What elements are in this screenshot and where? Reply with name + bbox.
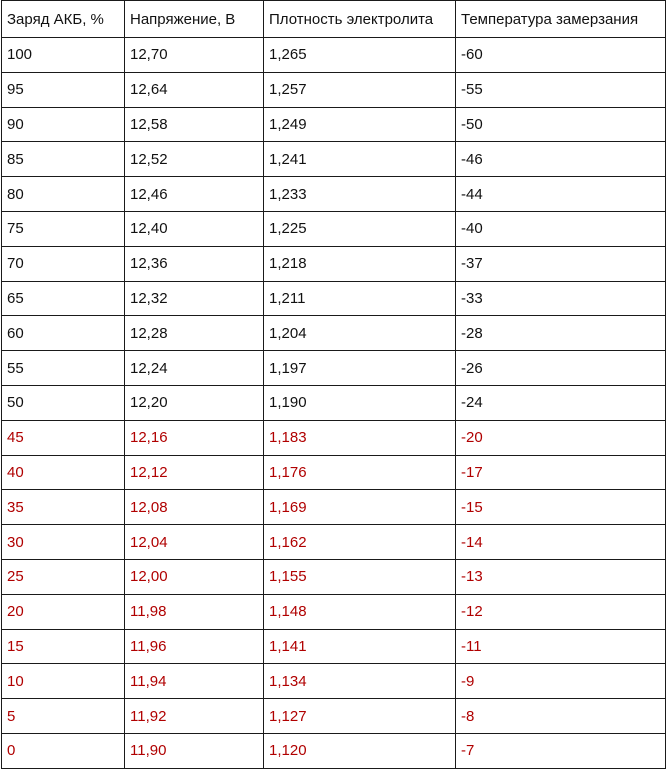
- cell-density: 1,257: [264, 72, 456, 107]
- table-row: [2, 420, 666, 455]
- cell-density: 1,183: [264, 420, 456, 455]
- cell-freezing-temp: -46: [456, 142, 666, 177]
- cell-density: 1,134: [264, 664, 456, 699]
- cell-density: 1,141: [264, 629, 456, 664]
- cell-charge: 70: [2, 246, 125, 281]
- cell-charge: 35: [2, 490, 125, 525]
- table-row: [2, 281, 666, 316]
- cell-density: 1,241: [264, 142, 456, 177]
- cell-freezing-temp: -14: [456, 525, 666, 560]
- cell-density: 1,211: [264, 281, 456, 316]
- table-row: [2, 594, 666, 629]
- cell-charge: 0: [2, 733, 125, 768]
- cell-density: 1,225: [264, 211, 456, 246]
- cell-voltage: 12,40: [125, 211, 264, 246]
- cell-freezing-temp: -50: [456, 107, 666, 142]
- table-row: [2, 316, 666, 351]
- cell-density: 1,148: [264, 594, 456, 629]
- cell-density: 1,176: [264, 455, 456, 490]
- table-row: [2, 351, 666, 386]
- table-body: [2, 38, 666, 769]
- cell-freezing-temp: -37: [456, 246, 666, 281]
- cell-freezing-temp: -15: [456, 490, 666, 525]
- cell-voltage: 12,24: [125, 351, 264, 386]
- cell-freezing-temp: -28: [456, 316, 666, 351]
- cell-voltage: 12,08: [125, 490, 264, 525]
- cell-freezing-temp: -26: [456, 351, 666, 386]
- table-row: [2, 246, 666, 281]
- cell-voltage: 12,04: [125, 525, 264, 560]
- table-row: [2, 177, 666, 212]
- cell-freezing-temp: -40: [456, 211, 666, 246]
- table-row: [2, 559, 666, 594]
- table-row: [2, 629, 666, 664]
- cell-density: 1,204: [264, 316, 456, 351]
- cell-density: 1,218: [264, 246, 456, 281]
- cell-charge: 40: [2, 455, 125, 490]
- table-row: [2, 733, 666, 768]
- header-voltage: Напряжение, В: [125, 1, 264, 38]
- cell-voltage: 12,52: [125, 142, 264, 177]
- cell-charge: 65: [2, 281, 125, 316]
- cell-voltage: 11,90: [125, 733, 264, 768]
- cell-charge: 5: [2, 699, 125, 734]
- cell-freezing-temp: -20: [456, 420, 666, 455]
- cell-density: 1,127: [264, 699, 456, 734]
- cell-freezing-temp: -9: [456, 664, 666, 699]
- header-freezing-temp: Температура замерзания: [456, 1, 666, 38]
- table-row: [2, 490, 666, 525]
- cell-voltage: 12,12: [125, 455, 264, 490]
- cell-freezing-temp: -7: [456, 733, 666, 768]
- cell-charge: 55: [2, 351, 125, 386]
- header-charge: Заряд АКБ, %: [2, 1, 125, 38]
- cell-density: 1,233: [264, 177, 456, 212]
- cell-density: 1,265: [264, 38, 456, 73]
- cell-charge: 60: [2, 316, 125, 351]
- cell-freezing-temp: -55: [456, 72, 666, 107]
- table-row: [2, 664, 666, 699]
- cell-density: 1,197: [264, 351, 456, 386]
- cell-charge: 100: [2, 38, 125, 73]
- cell-freezing-temp: -12: [456, 594, 666, 629]
- cell-charge: 90: [2, 107, 125, 142]
- cell-freezing-temp: -44: [456, 177, 666, 212]
- cell-charge: 30: [2, 525, 125, 560]
- cell-voltage: 12,16: [125, 420, 264, 455]
- cell-freezing-temp: -33: [456, 281, 666, 316]
- cell-freezing-temp: -8: [456, 699, 666, 734]
- cell-charge: 45: [2, 420, 125, 455]
- table-row: [2, 72, 666, 107]
- cell-density: 1,190: [264, 385, 456, 420]
- table-row: [2, 38, 666, 73]
- cell-voltage: 11,98: [125, 594, 264, 629]
- cell-freezing-temp: -17: [456, 455, 666, 490]
- cell-density: 1,155: [264, 559, 456, 594]
- table-row: [2, 699, 666, 734]
- cell-voltage: 12,46: [125, 177, 264, 212]
- cell-charge: 50: [2, 385, 125, 420]
- cell-charge: 25: [2, 559, 125, 594]
- table-row: [2, 525, 666, 560]
- header-row: [2, 1, 666, 38]
- table-header: [2, 1, 666, 38]
- cell-freezing-temp: -60: [456, 38, 666, 73]
- cell-voltage: 12,64: [125, 72, 264, 107]
- table-row: [2, 142, 666, 177]
- table-row: [2, 455, 666, 490]
- table-row: [2, 385, 666, 420]
- cell-voltage: 12,20: [125, 385, 264, 420]
- cell-voltage: 12,00: [125, 559, 264, 594]
- battery-charge-table: [1, 0, 666, 769]
- cell-freezing-temp: -13: [456, 559, 666, 594]
- cell-charge: 20: [2, 594, 125, 629]
- cell-charge: 85: [2, 142, 125, 177]
- cell-voltage: 12,28: [125, 316, 264, 351]
- table-row: [2, 107, 666, 142]
- cell-charge: 10: [2, 664, 125, 699]
- cell-voltage: 11,94: [125, 664, 264, 699]
- cell-density: 1,169: [264, 490, 456, 525]
- cell-charge: 80: [2, 177, 125, 212]
- cell-voltage: 12,58: [125, 107, 264, 142]
- cell-voltage: 12,70: [125, 38, 264, 73]
- cell-charge: 95: [2, 72, 125, 107]
- cell-voltage: 11,96: [125, 629, 264, 664]
- cell-voltage: 12,32: [125, 281, 264, 316]
- cell-charge: 15: [2, 629, 125, 664]
- cell-density: 1,162: [264, 525, 456, 560]
- cell-freezing-temp: -11: [456, 629, 666, 664]
- cell-density: 1,249: [264, 107, 456, 142]
- cell-charge: 75: [2, 211, 125, 246]
- cell-voltage: 12,36: [125, 246, 264, 281]
- header-density: Плотность электролита: [264, 1, 456, 38]
- table-row: [2, 211, 666, 246]
- cell-freezing-temp: -24: [456, 385, 666, 420]
- cell-voltage: 11,92: [125, 699, 264, 734]
- cell-density: 1,120: [264, 733, 456, 768]
